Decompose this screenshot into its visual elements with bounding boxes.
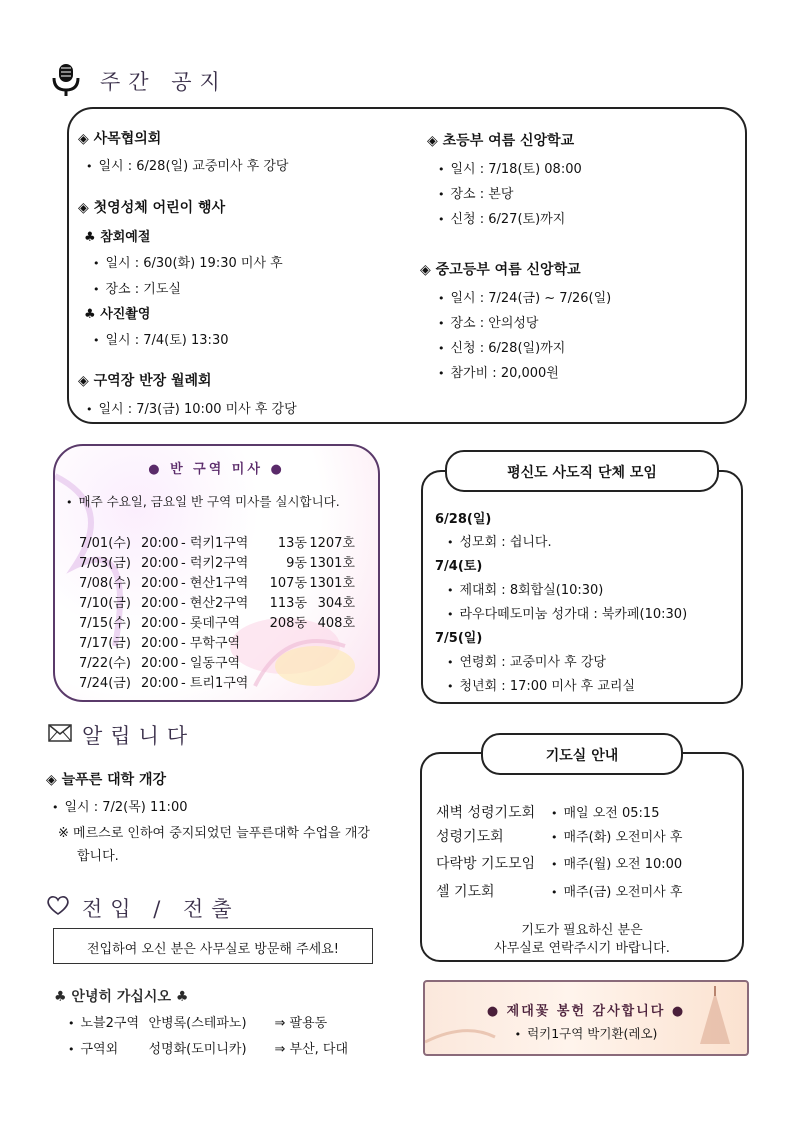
subsection-title: ♣ 사진촬영	[84, 307, 151, 322]
section-title-transfer: 전입 / 전출	[82, 897, 240, 921]
prayer-row: 셀 기도회 • 매주(금) 오전미사 후	[436, 884, 683, 900]
list-item: • 성모회 : 쉽니다.	[447, 535, 552, 550]
prayer-footer: 기도가 필요하신 분은	[521, 923, 643, 938]
table-row: 7/17(금) 20:00 - 무학구역	[79, 636, 241, 651]
list-item: • 장소 : 본당	[438, 187, 514, 202]
table-row: 7/08(수) 20:00 - 현산1구역 107동 1301호	[79, 576, 355, 591]
notice-title-university: ◈ 늘푸른 대학 개강	[46, 772, 167, 788]
laity-title-tab: 평신도 사도직 단체 모임	[445, 450, 719, 492]
prayer-title-tab: 기도실 안내	[481, 733, 683, 775]
transfer-box: 전입하여 오신 분은 사무실로 방문해 주세요!	[53, 928, 373, 964]
table-row: 7/01(수) 20:00 - 럭키1구역 13동 1207호	[79, 536, 355, 551]
table-row: 7/03(금) 20:00 - 럭키2구역 9동 1301호	[79, 556, 355, 571]
envelope-icon	[48, 724, 72, 742]
farewell-title: ♣ 안녕히 가십시오 ♣	[54, 989, 189, 1005]
laity-day: 7/4(토)	[435, 559, 483, 574]
list-item: • 일시 : 6/30(화) 19:30 미사 후	[93, 256, 283, 271]
list-item: • 구역외 성명화(도미니카) ⇒ 부산, 다대	[68, 1042, 349, 1057]
list-item: • 라우다떼도미눔 성가대 : 북카페(10:30)	[447, 607, 688, 622]
prayer-row: 성령기도회 • 매주(화) 오전미사 후	[436, 829, 683, 845]
section-title-weekly: 주간 공지	[100, 70, 228, 94]
microphone-icon	[50, 62, 82, 98]
notice-title-council: ◈ 사목협의회	[78, 131, 162, 147]
list-item: • 신청 : 6/27(토)까지	[438, 212, 566, 227]
list-item: • 장소 : 기도실	[93, 282, 181, 297]
heart-icon	[46, 894, 70, 916]
notice-title-youth-camp: ◈ 중고등부 여름 신앙학교	[420, 262, 581, 278]
table-row: 7/10(금) 20:00 - 현산2구역 113동 304호	[79, 596, 355, 611]
list-item: • 신청 : 6/28(일)까지	[438, 341, 566, 356]
ban-mass-intro: • 매주 수요일, 금요일 반 구역 미사를 실시합니다.	[66, 494, 340, 509]
list-item: • 노블2구역 안병록(스테파노) ⇒ 팔용동	[68, 1016, 328, 1031]
table-row: 7/22(수) 20:00 - 일동구역	[79, 656, 241, 671]
subsection-title: ♣ 참회예절	[84, 230, 151, 245]
laity-day: 7/5(일)	[435, 631, 483, 646]
laity-day: 6/28(일)	[435, 512, 492, 527]
table-row: 7/15(수) 20:00 - 롯데구역 208동 408호	[79, 616, 355, 631]
list-item: • 일시 : 7/24(금) ~ 7/26(일)	[438, 291, 612, 306]
list-item: • 일시 : 7/4(토) 13:30	[93, 333, 229, 348]
list-item: • 장소 : 안의성당	[438, 316, 539, 331]
notice-note-cont: 합니다.	[77, 849, 119, 864]
table-row: 7/24(금) 20:00 - 트리1구역	[79, 676, 249, 691]
list-item: • 제대회 : 8회합실(10:30)	[447, 583, 604, 598]
list-item: • 연령회 : 교중미사 후 강당	[447, 655, 606, 670]
section-title-notice: 알립니다	[82, 724, 196, 748]
thanks-box: ● 제대꽃 봉헌 감사합니다 ● • 럭키1구역 박기환(레오)	[423, 980, 749, 1056]
list-item: • 일시 : 6/28(일) 교중미사 후 강당	[86, 159, 289, 174]
list-item: • 일시 : 7/3(금) 10:00 미사 후 강당	[86, 402, 297, 417]
list-item: • 청년회 : 17:00 미사 후 교리실	[447, 679, 636, 694]
notice-title-first-communion: ◈ 첫영성체 어린이 행사	[78, 200, 226, 216]
notice-note: ※ 메르스로 인하여 중지되었던 늘푸른대학 수업을 개강	[58, 826, 370, 841]
notice-title-elementary-camp: ◈ 초등부 여름 신앙학교	[427, 133, 575, 149]
prayer-row: 새벽 성령기도회 • 매일 오전 05:15	[436, 805, 660, 821]
notice-title-monthly-meeting: ◈ 구역장 반장 월례회	[78, 373, 212, 389]
list-item: • 일시 : 7/18(토) 08:00	[438, 162, 582, 177]
list-item: • 참가비 : 20,000원	[438, 366, 559, 381]
prayer-row: 다락방 기도모임 • 매주(월) 오전 10:00	[436, 856, 683, 872]
ban-mass-title: ● 반 구역 미사 ●	[148, 462, 285, 477]
prayer-footer: 사무실로 연락주시기 바랍니다.	[494, 941, 670, 956]
list-item: • 일시 : 7/2(목) 11:00	[52, 800, 188, 815]
